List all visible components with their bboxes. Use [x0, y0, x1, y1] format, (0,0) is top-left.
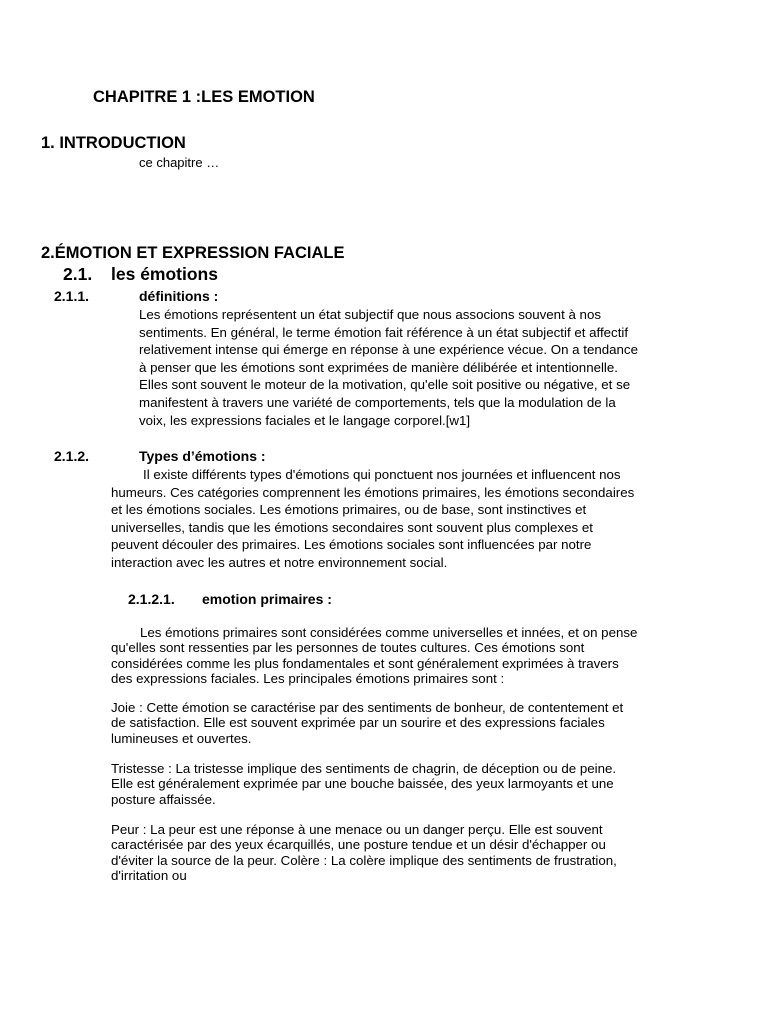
joie-paragraph	[111, 700, 623, 746]
section-number: 2.1.1.	[54, 288, 90, 304]
text-line: Elle est généralement exprimée par une bouche baissée, des yeux larmoyants et une	[111, 776, 614, 792]
intro-heading: 1. INTRODUCTION	[41, 134, 186, 152]
text-line: Les émotions primaires sont considérées comme universelles et innées, et on pense	[140, 625, 638, 640]
types-paragraph	[111, 466, 634, 572]
section-number: 2.1.	[63, 264, 93, 284]
text-line: posture affaissée.	[111, 791, 216, 807]
text-line: qu'elles sont ressenties par les personnes de toutes cultures. Ces émotions sont	[111, 640, 585, 656]
text-line: à penser que les émotions sont exprimées de manière délibérée et intentionnelle.	[139, 359, 618, 375]
section-title: les émotions	[111, 264, 218, 284]
text-line: d'irritation ou	[111, 868, 187, 884]
section-2-1-heading	[63, 264, 218, 285]
section-title: définitions :	[139, 288, 219, 304]
text-line: Il existe différents types d'émotions qui ponctuent nos journées et influencent nos	[143, 467, 621, 482]
text-line: Tristesse : La tristesse implique des sentiments de chagrin, de déception ou de peine.	[111, 761, 617, 776]
text-line: considérées comme les plus fondamentales et sont généralement exprimées à travers	[111, 655, 619, 671]
text-line: peuvent découler des primaires. Les émotions sociales sont influencées par notre	[111, 537, 592, 553]
text-line: Les émotions représentent un état subjectif que nous associons souvent à nos	[139, 307, 601, 322]
text-line: humeurs. Ces catégories comprennent les émotions primaires, les émotions secondaires	[111, 484, 635, 500]
text-line: manifestent à travers une variété de comportements, tels que la modulation de la	[139, 394, 616, 410]
text-line: sentiments. En général, le terme émotion fait référence à un état subjectif et affectif	[139, 324, 629, 340]
tristesse-paragraph	[111, 761, 616, 807]
text-line: lumineuses et ouvertes.	[111, 730, 252, 746]
definitions-paragraph	[139, 306, 638, 429]
text-line: relativement intense qui émerge en réponse à une expérience vécue. On a tendance	[139, 342, 638, 358]
section-number: 2.1.2.	[54, 448, 90, 464]
text-line: d'éviter la source de la peur. Colère : La colère implique des sentiments de frustration,	[111, 852, 617, 868]
text-line: universelles, tandis que les émotions secondaires sont souvent plus complexes et	[111, 519, 593, 535]
section-2-1-1-heading	[54, 288, 218, 304]
text-line: caractérisée par des yeux écarquillés, une posture tendue et un désir d'échapper ou	[111, 837, 606, 853]
section-2-heading: 2.ÉMOTION ET EXPRESSION FACIALE	[41, 244, 345, 262]
chapter-title: CHAPITRE 1 :LES EMOTION	[93, 88, 315, 106]
text-line: Peur : La peur est une réponse à une menace ou un danger perçu. Elle est souvent	[111, 822, 603, 837]
text-line: Elles sont souvent le moteur de la motivation, qu'elle soit positive ou négative, et se	[139, 377, 631, 393]
primary-emotions-paragraph	[111, 625, 637, 687]
intro-text: ce chapitre …	[139, 155, 220, 170]
section-2-1-2-1-heading	[128, 591, 332, 607]
peur-paragraph	[111, 822, 617, 884]
text-line: interaction avec les autres et notre environnement social.	[111, 554, 448, 570]
section-2-1-2-heading	[54, 448, 266, 464]
section-title: emotion primaires :	[202, 591, 332, 607]
section-number: 2.1.2.1.	[128, 591, 175, 607]
text-line: de satisfaction. Elle est souvent exprimée par un sourire et des expressions faciales	[111, 715, 605, 731]
text-line: et les émotions sociales. Les émotions primaires, ou de base, sont instinctives et	[111, 502, 587, 518]
text-line: Joie : Cette émotion se caractérise par des sentiments de bonheur, de contentement et	[111, 700, 624, 715]
text-line: voix, les expressions faciales et le langage corporel.[w1]	[139, 412, 471, 428]
text-line: des expressions faciales. Les principales émotions primaires sont :	[111, 671, 505, 687]
section-title: Types d’émotions :	[139, 448, 266, 464]
